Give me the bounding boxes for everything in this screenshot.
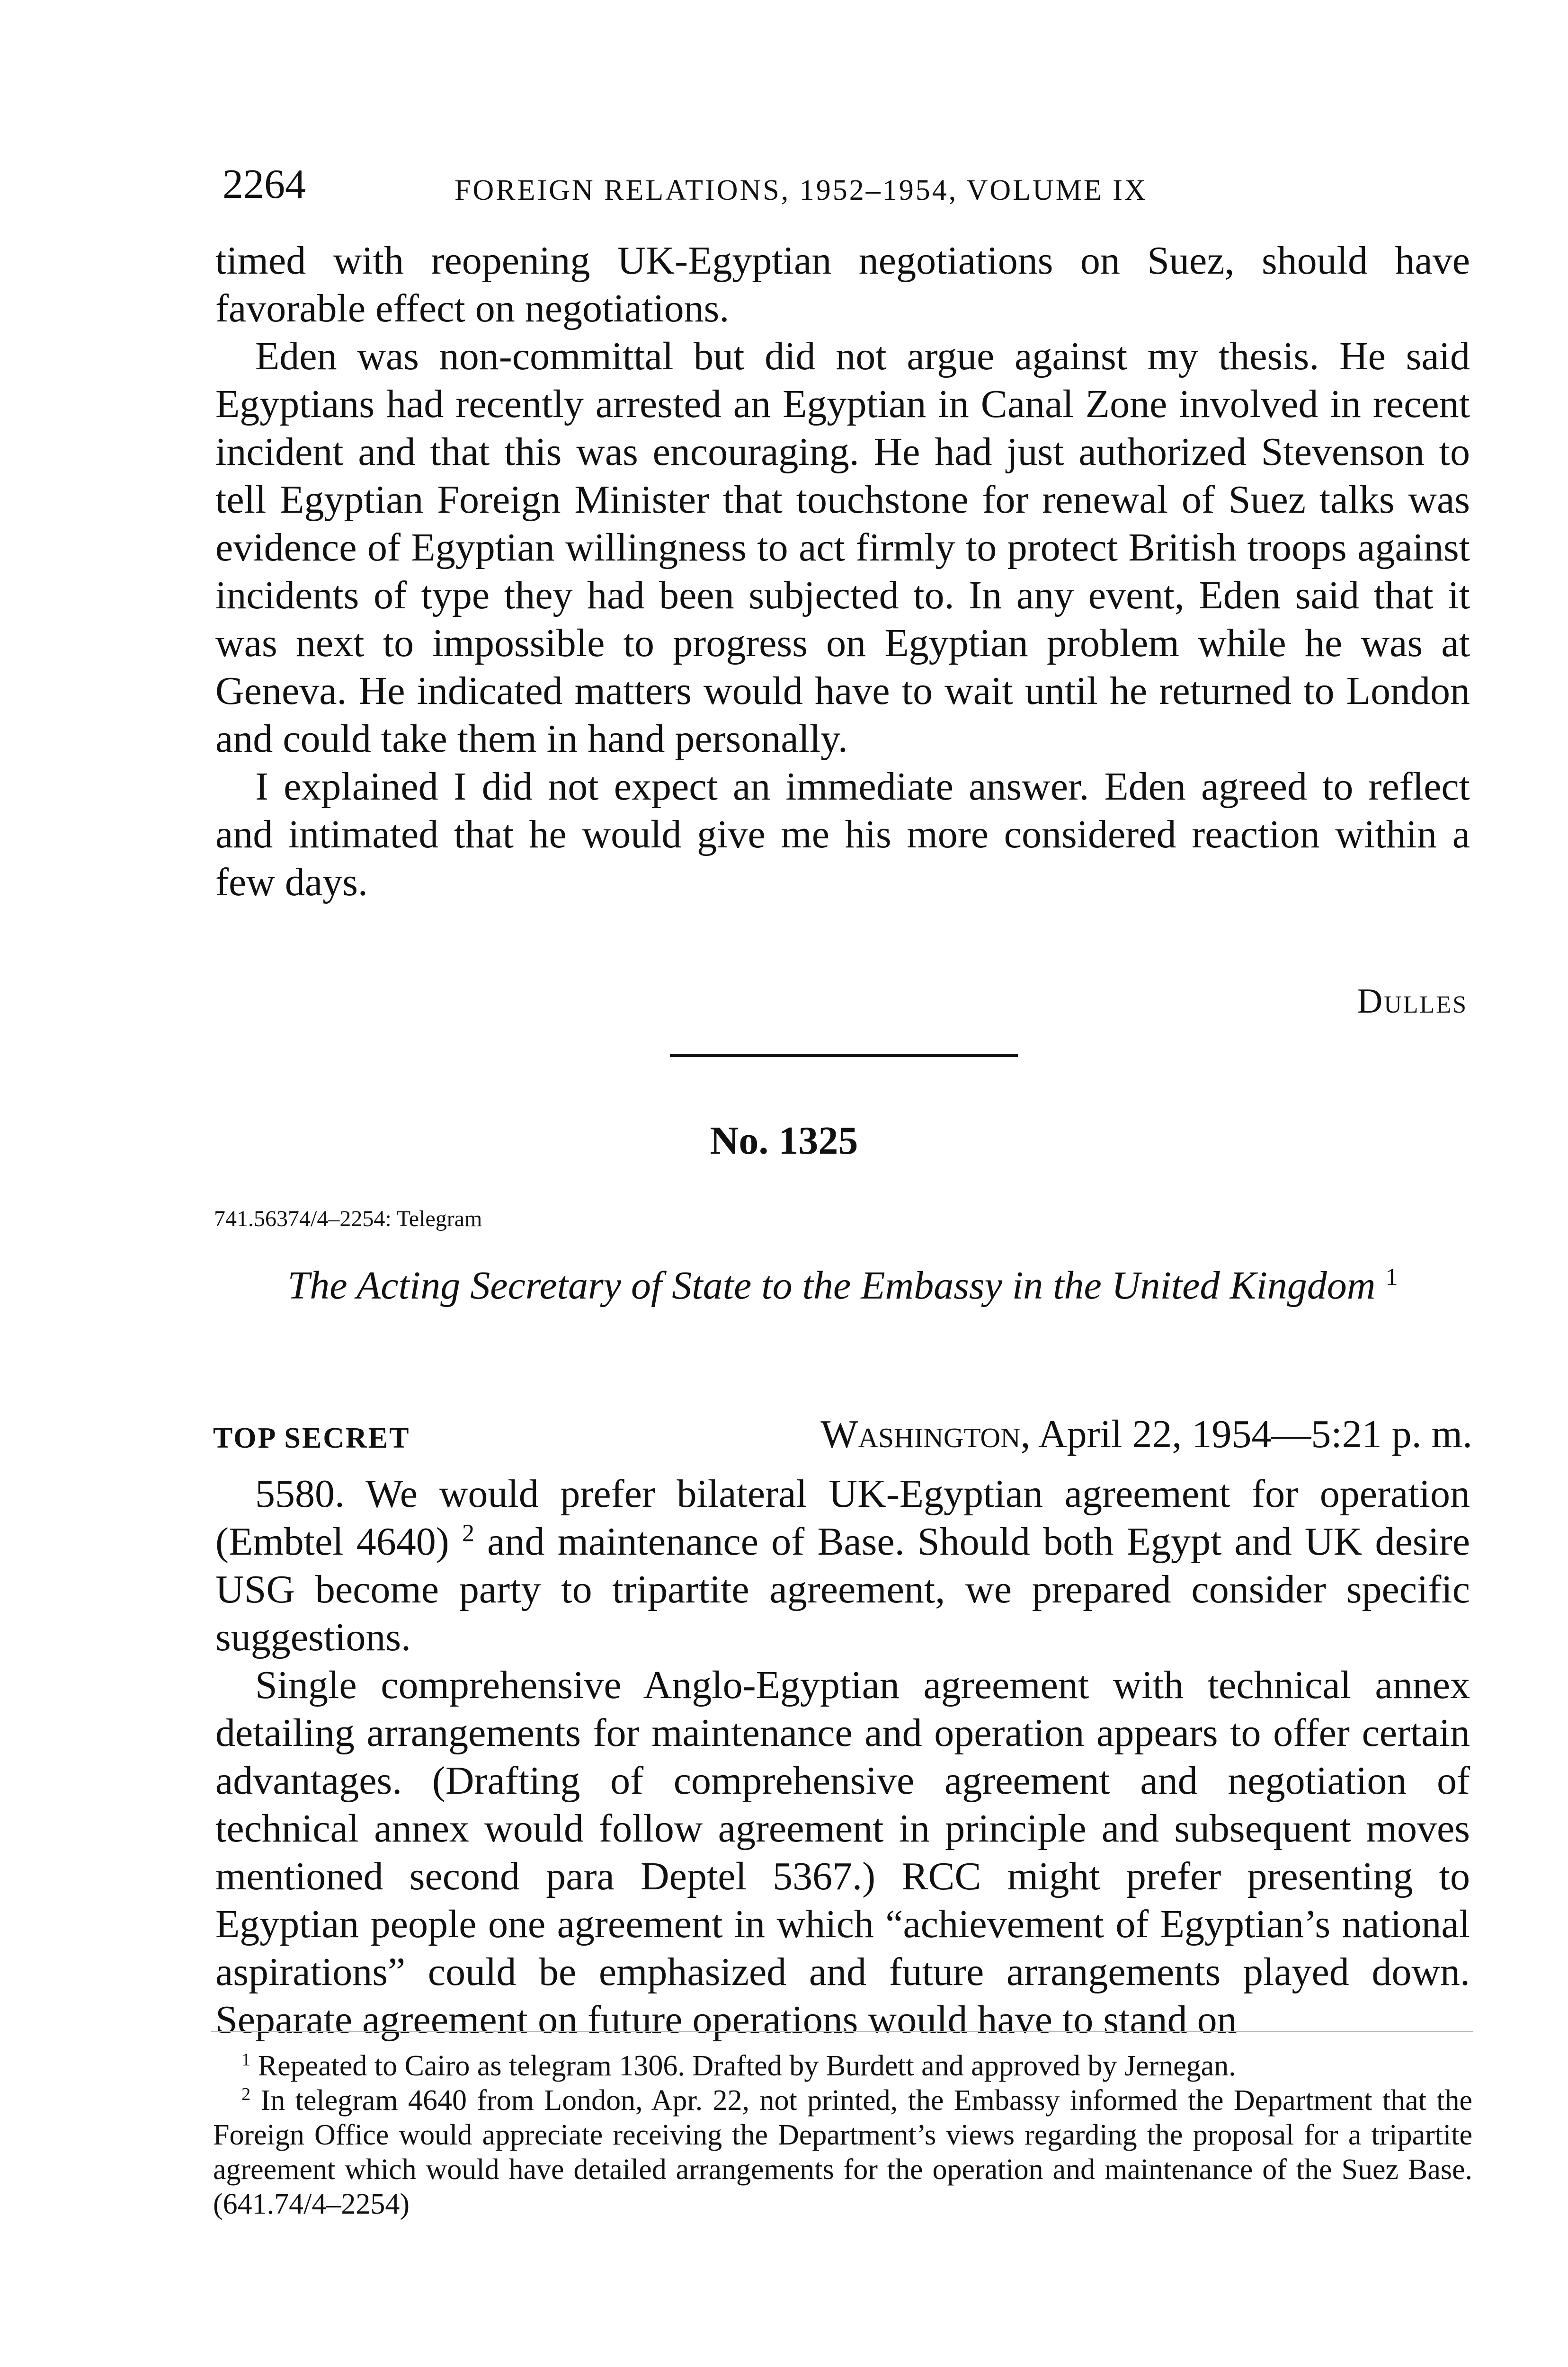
dateline — [213, 1408, 1472, 1460]
footnote — [213, 2083, 1472, 2222]
paragraph-text: 5580. We would prefer bilateral UK-Egyptian agreement for operation (Embtel 4640) — [215, 1472, 1470, 1564]
paragraph: Single comprehensive Anglo-Egyptian agreement with technical annex detailing arrangements for maintenance and operation appears to offer certain advantages. (Drafting of comprehensive agreement and negotiation of technical annex would follow agreement in principle and subsequent moves mentioned second para Deptel 5367.) RCC might prefer presenting to Egyptian people one agreement in which “achievement of Egyptian’s national aspirations” could be emphasized and future arrangements played down. Separate agreement on future operations would have to stand on — [215, 1663, 1470, 2042]
paragraph — [215, 1470, 1470, 1661]
footnote-marker: 1 — [1385, 1264, 1398, 1291]
footnote-number: 1 — [241, 2049, 251, 2070]
signature: Dulles — [1357, 982, 1468, 1021]
paragraph: timed with reopening UK-Egyptian negotiations on Suez, should have favorable effect on negotiations. — [215, 239, 1470, 330]
telegram-text — [215, 1470, 1470, 2044]
paragraph-text: and maintenance of Base. Should both Egypt and UK desire USG become party to tripartite agreement, we prepared consider specific suggestions. — [215, 1520, 1470, 1659]
running-head: FOREIGN RELATIONS, 1952–1954, VOLUME IX — [454, 174, 1148, 206]
page-header — [223, 156, 1482, 213]
place: Washington — [820, 1412, 1021, 1456]
paragraph: Eden was non-committal but did not argue against my thesis. He said Egyptians had recently arrested an Egyptian in Canal Zone involved in recent incident and that this was encouraging. He had just authorized Stevenson to tell Egyptian Foreign Minister that touchstone for renewal of Suez talks was evidence of Egyptian willingness to act firmly to protect British troops against incidents of type they had been subjected to. In any event, Eden said that it was next to impossible to progress on Egyptian problem while he was at Geneva. He indicated matters would have to wait until he returned to London and could take them in hand personally. — [215, 334, 1470, 761]
footnote — [213, 2049, 1472, 2083]
footnotes — [213, 2049, 1472, 2222]
file-reference: 741.56374/4–2254: Telegram — [214, 1206, 482, 1231]
paragraph: I explained I did not expect an immediate answer. Eden agreed to reflect and intimated that he would give me his more considered reaction within a few days. — [215, 765, 1470, 904]
document-title-text: The Acting Secretary of State to the Embassy in the United Kingdom — [287, 1264, 1376, 1308]
document-title — [215, 1262, 1470, 1310]
section-divider — [670, 1054, 1018, 1057]
footnote-divider — [211, 2031, 1473, 2032]
footnote-number: 2 — [241, 2084, 251, 2104]
footnote-text: In telegram 4640 from London, Apr. 22, not printed, the Embassy informed the Department that the Foreign Office would appreciate receiving the Department’s views regarding the proposal for a tripartite agreement which would have detailed arrangements for the operation and maintenance of the Suez Base. (641.74/4–2254) — [213, 2084, 1472, 2220]
footnote-marker: 2 — [462, 1520, 474, 1547]
date: , April 22, 1954—5:21 p. m. — [1020, 1412, 1472, 1456]
footnote-text: Repeated to Cairo as telegram 1306. Drafted by Burdett and approved by Jernegan. — [250, 2050, 1236, 2082]
document-number: No. 1325 — [710, 1119, 858, 1163]
place-and-date — [820, 1408, 1472, 1460]
page-number: 2264 — [223, 161, 306, 207]
classification-label: TOP SECRET — [213, 1422, 410, 1454]
continued-document-text — [215, 237, 1470, 906]
